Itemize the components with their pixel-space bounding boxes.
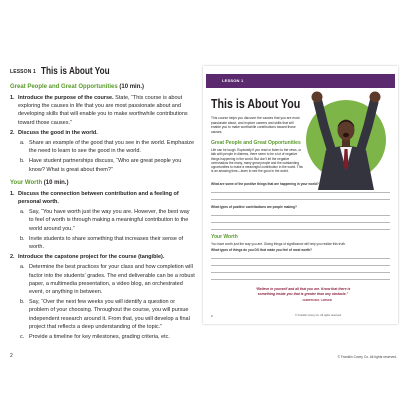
student-page-preview	[203, 66, 398, 324]
answer-line	[211, 272, 390, 273]
substep-text: Provide a timeline for key milestones, grading criteria, etc.	[29, 334, 170, 341]
student-page-copyright: © Franklin Covey Co. All rights reserved.	[295, 314, 342, 317]
substep	[20, 208, 195, 233]
answer-line	[211, 265, 390, 266]
substep-letter: b.	[20, 158, 25, 165]
lesson-header	[10, 66, 195, 78]
step-introduce-purpose	[10, 94, 195, 127]
substep-letter: a.	[20, 140, 25, 147]
answer-line	[211, 199, 390, 200]
substep-text: Determine the best practices for your class and how completion will factor into the students’ grades. The end deliverable can be a robust paper, a multimedia presentation, a video blog, an orchestrated event, or anything in between.	[29, 264, 195, 296]
step-number: 2.	[10, 254, 15, 261]
section-duration: (10 min.)	[119, 84, 145, 90]
answer-line	[211, 279, 390, 280]
step-capstone-project	[10, 253, 195, 261]
quote-author: - CHRISTIAN D. LARSON	[301, 299, 332, 302]
page-number: 2	[10, 353, 13, 359]
step-lead: Introduce the capstone project for the course (tangible).	[18, 254, 165, 261]
student-heading-great-people: Great People and Great Opportunities	[211, 140, 301, 146]
section-heading-great-people	[10, 83, 195, 92]
section-duration: (10 min.)	[43, 179, 69, 186]
section-heading-your-worth	[10, 179, 195, 188]
answer-line	[211, 258, 390, 259]
prompt-positive-contributions: What types of positive contributions are people making?	[211, 205, 297, 209]
student-text-your-worth: You have worth just the way you are. Giving things of significance will help you realize this truth.	[211, 242, 346, 246]
page-copyright: © Franklin Covey Co. All rights reserved.	[337, 355, 397, 359]
substep-text: Share an example of the good that you see in the world. Emphasize the need to learn to see the good in the world.	[29, 140, 195, 155]
substep	[20, 235, 195, 251]
step-number: 2.	[10, 129, 15, 136]
answer-line	[211, 229, 390, 230]
substep	[20, 333, 195, 341]
step-discuss-connection	[10, 190, 195, 206]
substep-letter: b.	[20, 235, 25, 242]
student-page-title: This is About You	[211, 96, 301, 111]
step-number: 1.	[10, 95, 15, 101]
quote: “Believe in yourself and all that you are. Know that there is something inside you that is greater than any obstacle.”	[255, 287, 351, 296]
substep-letter: b.	[20, 299, 25, 306]
step-lead: Discuss the good in the world.	[18, 129, 98, 136]
substep-letter: a.	[20, 264, 25, 271]
substep-letter: c.	[20, 334, 25, 341]
lesson-banner-label: LESSON 1	[222, 78, 244, 83]
substep-text: Say, “You have worth just the way you are. However, the best way to feel of worth is through making a meaningful contribution to the world around you.”	[29, 209, 190, 232]
substep-letter: a.	[20, 209, 25, 216]
student-page-intro: This course helps you discover the causes that you are most passionate about, and explore careers and skills that will enable you to make worthwhile contributions toward those causes.	[211, 116, 300, 134]
lesson-title: This is About You	[41, 66, 111, 77]
substep-text: Have student partnerships discuss, “Who are great people you know? What is great about them?”	[29, 158, 182, 173]
substep	[20, 298, 195, 331]
answer-line	[211, 192, 390, 193]
answer-line	[211, 222, 390, 223]
step-lead: Discuss the connection between contribution and a feeling of personal worth.	[18, 190, 179, 206]
teacher-guide-page	[10, 66, 195, 343]
step-number: 1.	[10, 190, 15, 197]
step-text: State, “This course is about exploring the causes in life that you are most passionate about and developing skills that will enable you to make worthwhile contributions toward those causes.”	[18, 95, 188, 126]
substep-text: Say, “Over the next few weeks you will identify a question or problem of your choosing. Throughout the course, you will pursue independent research around it. From that, you will develop a final project that reflects a deep understanding of the topic.”	[29, 299, 190, 330]
section-heading-text: Great People and Great Opportunities	[10, 84, 118, 90]
student-paragraph-great-people: Life can be tough. Especially if you read or listen to the news, or talk with people in distress, there seem to be a lot of negative things happening in the world. But don’t let the negative overshadow the many, many great people and the outstanding opportunities to make a meaningful contribution in the world. This is an amazing time—learn to see the good in the world.	[211, 148, 303, 174]
substep	[20, 157, 195, 173]
substep	[20, 263, 195, 296]
step-discuss-good	[10, 129, 195, 137]
substep	[20, 139, 195, 155]
cheering-man-photo	[298, 86, 398, 190]
section-heading-text: Your Worth	[10, 179, 43, 186]
student-page-number: 2	[211, 314, 213, 318]
cheering-man-illustration	[298, 86, 398, 190]
prompt-positive-things: What are some of the positive things that are happening in your world?	[211, 182, 319, 186]
step-lead: Introduce the purpose of the course.	[18, 95, 114, 101]
student-heading-your-worth: Your Worth	[211, 234, 238, 240]
prompt-most-worth: What types of things do you DO that make you feel of most worth?	[211, 248, 312, 252]
substep-text: Invite students to share something that increases their sense of worth.	[29, 235, 184, 251]
answer-line	[211, 215, 390, 216]
lesson-label: LESSON 1	[10, 69, 36, 75]
